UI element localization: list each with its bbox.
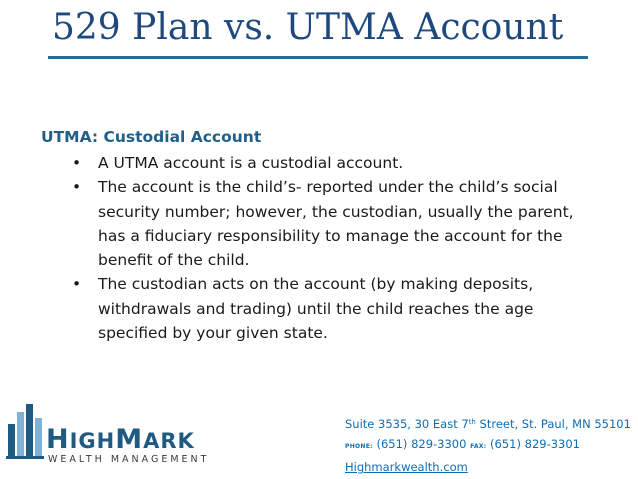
bullet-icon: •	[72, 154, 82, 172]
title-divider	[48, 56, 588, 59]
bullet-list	[72, 151, 592, 345]
website-link[interactable]: Highmarkwealth.com	[345, 460, 468, 474]
bullet-item	[72, 151, 592, 175]
company-logo	[6, 402, 210, 472]
address-line: Suite 3535, 30 East 7th Street, St. Paul, MN 55101	[345, 417, 631, 431]
section-heading: UTMA: Custodial Account	[41, 128, 262, 146]
phone-label: PHONE:	[345, 443, 373, 450]
bullet-icon: •	[72, 275, 82, 294]
bullet-icon: •	[72, 178, 82, 197]
fax-label: FAX:	[470, 443, 487, 450]
logo-wordmark: HIGHMARK	[46, 424, 195, 455]
logo-tagline: WEALTH MANAGEMENT	[48, 454, 210, 465]
phone-number: (651) 829-3300	[376, 437, 467, 451]
bullet-item	[72, 175, 592, 272]
slide-title: 529 Plan vs. UTMA Account	[52, 7, 564, 48]
bullet-item	[72, 272, 592, 345]
building-bars-icon	[6, 402, 46, 462]
bullet-text: The custodian acts on the account (by making deposits, withdrawals and trading) until the child reaches the age specified by your given state.	[98, 275, 534, 343]
contact-block	[345, 412, 635, 477]
phone-fax-line	[345, 434, 635, 457]
bullet-text: A UTMA account is a custodial account.	[98, 154, 404, 172]
fax-number: (651) 829-3301	[490, 437, 580, 451]
bullet-text: The account is the child’s- reported under the child’s social security number; however, the custodian, usually the parent, has a fiduciary responsibility to manage the account for the benefit of the child.	[98, 178, 574, 270]
